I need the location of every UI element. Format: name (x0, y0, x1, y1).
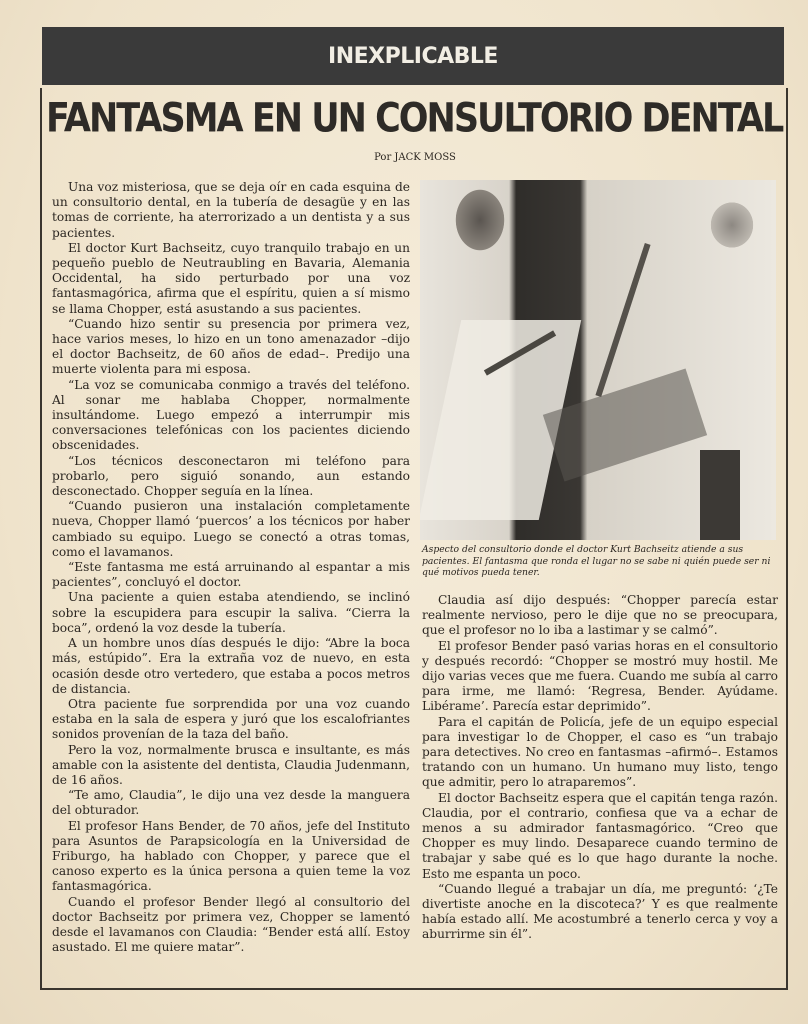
photo-equipment-shape (543, 369, 707, 482)
right-column (422, 593, 778, 943)
photo-stand-shape (700, 450, 740, 540)
paragraph: El profesor Hans Bender, de 70 años, jefe del Instituto para Asuntos de Parapsicología en la Universidad de Friburgo, ha hablado con Chopper, y parece que el canoso experto es la única persona a quien teme la voz fantasmagórica. (52, 818, 410, 894)
paragraph: El doctor Bachseitz espera que el capitán tenga razón. Claudia, por el contrario, confiesa que va a echar de menos a su admirador fantasmagórico. “Creo que Chopper es muy lindo. Desaparece cuando termino de trabajar y sabe qué es lo que hago durante la noche. Esto me espanta un poco. (422, 790, 778, 881)
section-banner (42, 27, 784, 85)
byline: Por JACK MOSS (374, 152, 456, 163)
paragraph: Una voz misteriosa, que se deja oír en cada esquina de un consultorio dental, en la tubería de desagüe y en las tomas de corriente, ha aterrorizado a un dentista y a sus pacientes. (52, 180, 410, 240)
paragraph: El profesor Bender pasó varias horas en el consultorio y después recordó: “Chopper se mostró muy hostil. Me dijo varias veces que me fuera. Cuando me subía al carro para irme, me llamó: ‘Regresa, Bender. Ayúdame. Libérame’. Parecía estar deprimido”. (422, 638, 778, 714)
paragraph: Cuando el profesor Bender llegó al consultorio del doctor Bachseitz por primera vez, Chopper se lamentó desde el lavamanos con Claudia: “Bender está allí. Estoy asustado. El me quiere matar”. (52, 894, 410, 955)
paragraph: Claudia así dijo después: “Chopper parecía estar realmente nervioso, pero le dije que no se preocupara, que el profesor no lo iba a lastimar y se calmó”. (422, 593, 778, 638)
paragraph: “Cuando hizo sentir su presencia por primera vez, hace varios meses, lo hizo en un tono amenazador –dijo el doctor Bachseitz, de 60 años de edad–. Predijo una muerte violenta para mi esposa. (52, 316, 410, 377)
article-headline: FANTASMA EN UN CONSULTORIO DENTAL (46, 96, 783, 142)
paragraph: “La voz se comunicaba conmigo a través del teléfono. Al sonar me hablaba Chopper, normalmente insultándome. Luego empezó a interrumpir mis conversaciones telefónicas con los pacientes diciendo obscenidades. (52, 377, 410, 453)
paragraph: Otra paciente fue sorprendida por una voz cuando estaba en la sala de espera y juró que los escalofriantes sonidos provenían de la taza del baño. (52, 696, 410, 742)
dental-office-photo (420, 180, 776, 540)
left-column (52, 180, 410, 955)
paragraph: “Este fantasma me está arruinando al espantar a mis pacientes”, concluyó el doctor. (52, 560, 410, 590)
section-label: INEXPLICABLE (328, 43, 498, 69)
photo-arm-shape (595, 243, 650, 397)
paragraph: A un hombre unos días después le dijo: “Abre la boca más, estúpido”. Era la extraña voz de nuevo, en esta ocasión desde otro vertedero, que estaba a pocos metros de distancia. (52, 636, 410, 696)
paragraph: El doctor Kurt Bachseitz, cuyo tranquilo trabajo en un pequeño pueblo de Neutraubling en Bavaria, Alemania Occidental, ha sido perturbado por una voz fantasmagórica, afirma que el espíritu, quien a sí mismo se llama Chopper, está asustando a sus pacientes. (52, 240, 410, 316)
photo-caption: Aspecto del consultorio donde el doctor Kurt Bachseitz atiende a sus pacientes. El fantasma que ronda el lugar no se sabe ni quién puede ser ni qué motivos pueda tener. (422, 544, 771, 578)
paragraph: Una paciente a quien estaba atendiendo, se inclinó sobre la escupidera para escupir la saliva. “Cierra la boca”, ordenó la voz desde la tubería. (52, 590, 410, 635)
paragraph: “Te amo, Claudia”, le dijo una vez desde la manguera del obturador. (52, 788, 410, 818)
paragraph: “Los técnicos desconectaron mi teléfono para probarlo, pero siguió sonando, aun estando desconectado. Chopper seguía en la línea. (52, 453, 410, 499)
paragraph: “Cuando pusieron una instalación completamente nueva, Chopper llamó ‘puercos’ a los técnicos por haber cambiado su equipo. Luego se conectó a otras tomas, como el lavamanos. (52, 499, 410, 559)
paragraph: Para el capitán de Policía, jefe de un equipo especial para investigar lo de Chopper, el caso es “un trabajo para detectives. No creo en fantasmas –afirmó–. Estamos tratando con un humano. Un humano muy listo, tengo que admitir, pero lo atraparemos”. (422, 714, 778, 790)
paragraph: Pero la voz, normalmente brusca e insultante, es más amable con la asistente del dentista, Claudia Judenmann, de 16 años. (52, 742, 410, 787)
paragraph: “Cuando llegué a trabajar un día, me preguntó: ‘¿Te divertiste anoche en la discoteca?’ Y es que realmente había estado allí. Me acostumbré a tenerlo cerca y voy a aburrirme sin él”. (422, 881, 778, 942)
